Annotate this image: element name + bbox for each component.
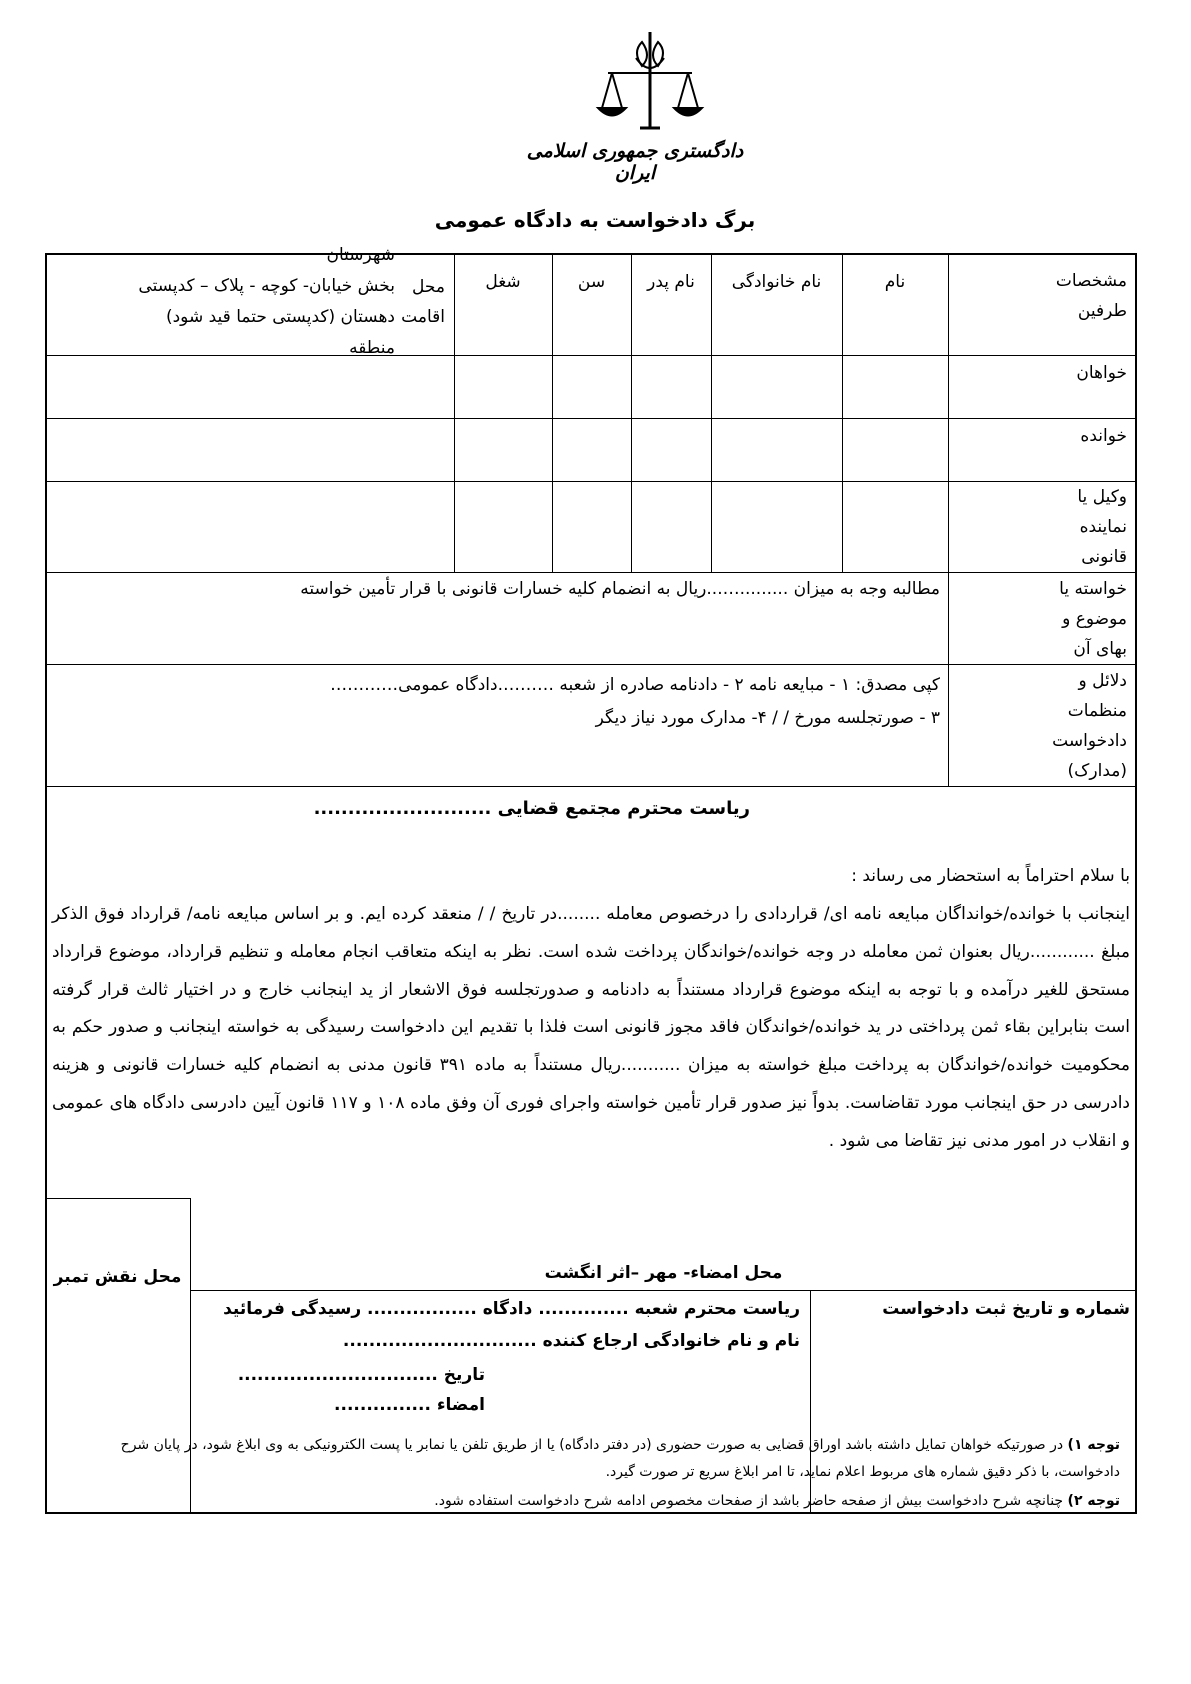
greeting: با سلام احتراماً به استحضار می رساند : [851,866,1130,886]
evidence-label-line: دلائل و [1078,671,1127,691]
header-name: نام [884,272,906,292]
divider [711,253,712,572]
divider [190,1290,1137,1291]
stamp-area-label: محل نقش تمبر [53,1267,182,1287]
divider [948,253,949,786]
note-2-label: توجه ۲) [1067,1493,1120,1509]
header-occupation: شغل [485,272,521,292]
evidence-label-line: منظمات [1067,701,1127,721]
claim-label [955,574,1127,664]
signature-area-label: محل امضاء- مهر –اثر انگشت [544,1263,783,1283]
divider [45,1198,190,1199]
claim-label-line: موضوع و [1062,609,1127,629]
petition-body: اینجانب با خوانده/خوانداگان مبایعه نامه ای/ قراردادی را درخصوص معامله ........در تاریخ / / منعقد کرده ایم. و بر اساس مبایعه نامه/ قرارداد فوق الذکر مبلغ ............ریال بعنوان ثمن معامله در وجه خوانده/خواندگان پرداخت شده است. نظر به اینکه متعاقب انجام معامله و تنظیم قرارداد، موضوع قرارداد مستحق للغیر درآمده و با توجه به اینکه موضوع قرارداد مستنداً به دادنامه و صدورتجلسه فوق الاشعار از ید اینجانب خارج و در اختیار ثالث قرار گرفته است بنابراین بقاء ثمن پرداختی در ید خوانده/خواندگان فاقد مجوز قانونی است فلذا با تقدیم این دادخواست رسیدگی به خواسته اینجانب و صدور حکم به محکومیت خوانده/خواندگان به پرداخت مبلغ خواسته به میزان ...........ریال مستنداً به ماده ۳۹۱ قانون مدنی به انضمام کلیه خسارات قانونی و هزینه دادرسی در حق اینجانب مورد تقاضاست. بدواً نیز صدور قرار تأمین خواسته واجرای فوری آن وفق ماده ۱۰۸ و ۱۱۷ قانون آیین دادرسی دادگاه های عمومی و انقلاب در امور مدنی نیز تقاضا می شود . [52,904,1130,1151]
row-attorney-line: نماینده [1079,517,1127,537]
residence-line: بخش خیابان- کوچه - پلاک – کدپستی [138,276,395,296]
registration-label: شماره و تاریخ ثبت دادخواست [882,1299,1130,1319]
claim-label-line: بهای آن [1073,639,1127,659]
header-family-name: نام خانوادگی [731,272,822,292]
divider [631,253,632,572]
note-2-text: چنانچه شرح دادخواست بیش از صفحه حاضر باشد از صفحات مخصوص ادامه شرح دادخواست استفاده شود. [434,1493,1068,1509]
row-defendant: خوانده [1080,426,1127,446]
divider [45,418,1137,419]
divider [454,253,455,572]
note-1 [60,1432,1120,1486]
evidence-line-2: ۳ - صورتجلسه مورخ / / ۴- مدارک مورد نیاز دیگر [595,708,940,728]
divider [45,786,1137,787]
note-1-label: توجه ۱) [1067,1437,1120,1453]
evidence-label-line: (مدارک) [1067,761,1127,781]
row-plaintiff: خواهان [1076,363,1127,383]
claim-text: مطالبه وجه به میزان .........…...ریال به انضمام کلیه خسارات قانونی با قرار تأمین خواسته [300,579,940,599]
judiciary-emblem-icon [590,28,710,138]
claim-label-line: خواسته یا [1059,579,1127,599]
divider [45,664,1137,665]
header-parties-line: مشخصات [1055,271,1127,291]
divider [45,572,1137,573]
judiciary-title: دادگستری جمهوری اسلامی ایران [526,140,744,184]
divider [552,253,553,572]
residence-line: شهرستان [326,245,395,265]
header-age: سن [577,272,606,292]
header-father-name: نام پدر [647,272,695,292]
row-attorney-line: قانونی [1081,547,1127,567]
evidence-line-1: کپی مصدق: ۱ - مبایعه نامه ۲ - دادنامه صادره از شعبه ……….دادگاه عمومی………… [330,675,940,695]
evidence-label [955,666,1127,786]
divider [842,253,843,572]
row-attorney [955,482,1127,572]
header-residence-details [55,240,395,364]
evidence-label-line: دادخواست [1052,731,1127,751]
header-residence-label: محل اقامت [401,277,445,327]
header-parties [955,266,1127,326]
header-parties-line: طرفین [1077,301,1127,321]
referral-line: ریاست محترم شعبه .............. دادگاه ................. رسیدگی فرمائید [223,1299,800,1319]
row-attorney-line: وکیل یا [1077,487,1127,507]
referrer-name: نام و نام خانوادگی ارجاع کننده .............................. [342,1331,800,1351]
note-2 [60,1488,1120,1515]
note-1-text: در صورتیکه خواهان تمایل داشته باشد اوراق قضایی به صورت حضوری (در دفتر دادگاه) یا از طریق تلفن یا نمابر یا پست الکترونیکی به وی ابلاغ شود، در پایان شرح دادخواست، با ذکر دقیق شماره های مربوط اعلام نماید، تا امر ابلاغ سریع تر صورت گیرد. [120,1437,1120,1480]
residence-line: دهستان (کدپستی حتما قید شود) [165,307,395,327]
date-sign: تاریخ ............................... امضاء ............... [237,1365,485,1415]
form-title: برگ دادخواست به دادگاه عمومی [434,208,756,232]
addressee: ریاست محترم مجتمع قضایی .......................... [313,798,750,819]
residence-line: منطقه [349,338,395,358]
